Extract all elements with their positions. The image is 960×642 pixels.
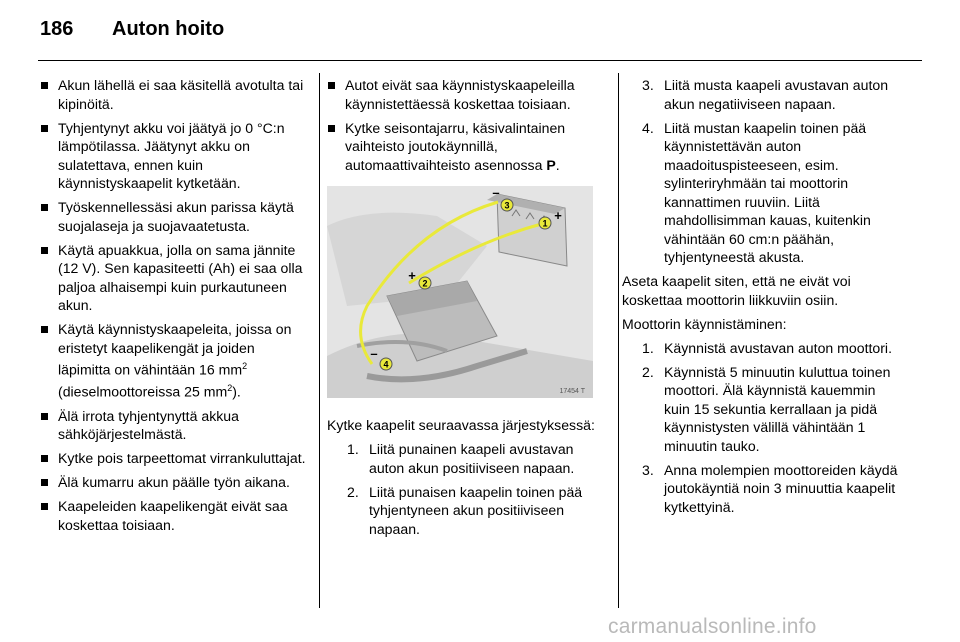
column-3 bbox=[622, 76, 904, 522]
step-text: Liitä musta kaapeli avustavan auton akun negatiiviseen napaan. bbox=[664, 77, 889, 112]
list-item bbox=[622, 119, 904, 267]
connect-intro: Kytke kaapelit seuraavassa järjestyksessä: bbox=[327, 417, 595, 433]
plus-sign: + bbox=[408, 267, 416, 283]
safety-list bbox=[40, 76, 308, 534]
step-number: 2. bbox=[347, 483, 359, 500]
column-1 bbox=[40, 76, 308, 540]
jump-start-illustration bbox=[327, 186, 593, 398]
text: (dieselmoottoreissa 25 mm bbox=[58, 383, 228, 400]
step-number: 3. bbox=[642, 461, 654, 478]
list-item bbox=[327, 483, 605, 539]
superscript: 2 bbox=[242, 361, 248, 371]
list-item: Työskennellessäsi akun parissa käytä suojalaseja ja suojavaatetusta. bbox=[40, 198, 308, 235]
figure-code: 17454 T bbox=[559, 387, 585, 395]
gear-position: P bbox=[546, 156, 556, 173]
page-title: Auton hoito bbox=[112, 18, 225, 40]
text: . bbox=[555, 156, 560, 173]
superscript: 2 bbox=[227, 383, 233, 394]
page-number: 186 bbox=[40, 18, 74, 40]
list-item: Tyhjentynyt akku voi jäätyä jo 0 °C:n lämpötilassa. Jäätynyt akku on sulatettava, ennen kuin käynnistyskaapelit kytketään. bbox=[40, 119, 308, 193]
list-item bbox=[40, 320, 308, 401]
text: Kytke seisontajarru, käsivalintainen vaihteisto joutokäynnillä, automaattivaihteisto asennossa bbox=[345, 119, 566, 173]
plus-sign: + bbox=[554, 207, 562, 223]
step-text: Käynnistä avustavan auton moottori. bbox=[664, 339, 892, 356]
step-text: Liitä punaisen kaapelin toinen pää tyhjentyneen akun positiiviseen napaan. bbox=[369, 483, 583, 537]
step-number: 1. bbox=[642, 339, 654, 356]
minus-sign: – bbox=[492, 185, 500, 200]
step-number: 4. bbox=[642, 119, 654, 136]
list-item: Akun lähellä ei saa käsitellä avotulta tai kipinöitä. bbox=[40, 76, 308, 113]
marker-label: 2 bbox=[422, 278, 428, 288]
text: Käytä käynnistyskaapeleita, joissa on eristetyt kaapelikengät ja joiden läpimitta on vähintään 16 mm bbox=[58, 321, 292, 378]
list-item bbox=[327, 440, 605, 477]
list-item: Kaapeleiden kaapelikengät eivät saa koskettaa toisiaan. bbox=[40, 497, 308, 534]
list-item: Kytke pois tarpeettomat virrankuluttajat. bbox=[40, 449, 308, 468]
list-item: Käytä apuakkua, jolla on sama jännite (12 V). Sen kapasiteetti (Ah) ei saa olla paljoa alhaisempi kuin purkautuneen akun. bbox=[40, 241, 308, 315]
header-rule bbox=[38, 60, 922, 61]
step-text: Käynnistä 5 minuutin kuluttua toinen moottori. Älä käynnistä kauemmin kuin 15 sekuntia kerrallaan ja pidä käynnistysten välillä vähintään 1 minuutin tauko. bbox=[664, 363, 891, 454]
text: ). bbox=[232, 383, 241, 400]
marker-label: 4 bbox=[383, 359, 389, 369]
list-item: Älä kumarru akun päälle työn aikana. bbox=[40, 473, 308, 492]
marker-label: 3 bbox=[504, 200, 510, 210]
watermark: carmanualsonline.info bbox=[608, 615, 817, 638]
connect-steps-continued bbox=[622, 76, 904, 267]
step-text: Liitä mustan kaapelin toinen pää käynnistettävän auton maadoituspisteeseen, esim. sylinteriryhmään tai moottorin kannattimen ruuviin. Liitä mahdollisimman kauas, kuitenkin vähintään 60 cm:n päähän, tyhjentyneestä akusta. bbox=[664, 119, 871, 265]
step-text: Anna molempien moottoreiden käydä joutokäyntiä noin 3 minuuttia kaapelit kytkettyinä. bbox=[664, 461, 898, 515]
list-item bbox=[622, 461, 904, 517]
list-item bbox=[622, 339, 904, 358]
step-number: 2. bbox=[642, 363, 654, 380]
list-item bbox=[622, 76, 904, 113]
minus-sign: – bbox=[370, 345, 378, 361]
connect-steps bbox=[327, 440, 605, 538]
engine-start-steps bbox=[622, 339, 904, 517]
step-text: Liitä punainen kaapeli avustavan auton akun positiiviseen napaan. bbox=[369, 441, 575, 476]
marker-label: 1 bbox=[542, 218, 548, 228]
list-item bbox=[622, 363, 904, 456]
page-header bbox=[40, 18, 224, 41]
column-divider bbox=[618, 73, 619, 608]
step-number: 3. bbox=[642, 77, 654, 93]
step-number: 1. bbox=[347, 441, 359, 457]
list-item: Autot eivät saa käynnistyskaapeleilla käynnistettäessä koskettaa toisiaan. bbox=[327, 76, 605, 113]
list-item bbox=[327, 119, 605, 175]
cable-placement-note: Aseta kaapelit siten, että ne eivät voi koskettaa moottorin liikkuviin osiin. bbox=[622, 273, 851, 308]
column-2 bbox=[327, 76, 605, 544]
list-item: Älä irrota tyhjentynyttä akkua sähköjärjestelmästä. bbox=[40, 407, 308, 444]
precaution-list bbox=[327, 76, 605, 174]
engine-start-heading: Moottorin käynnistäminen: bbox=[622, 315, 787, 332]
column-divider bbox=[319, 73, 320, 608]
